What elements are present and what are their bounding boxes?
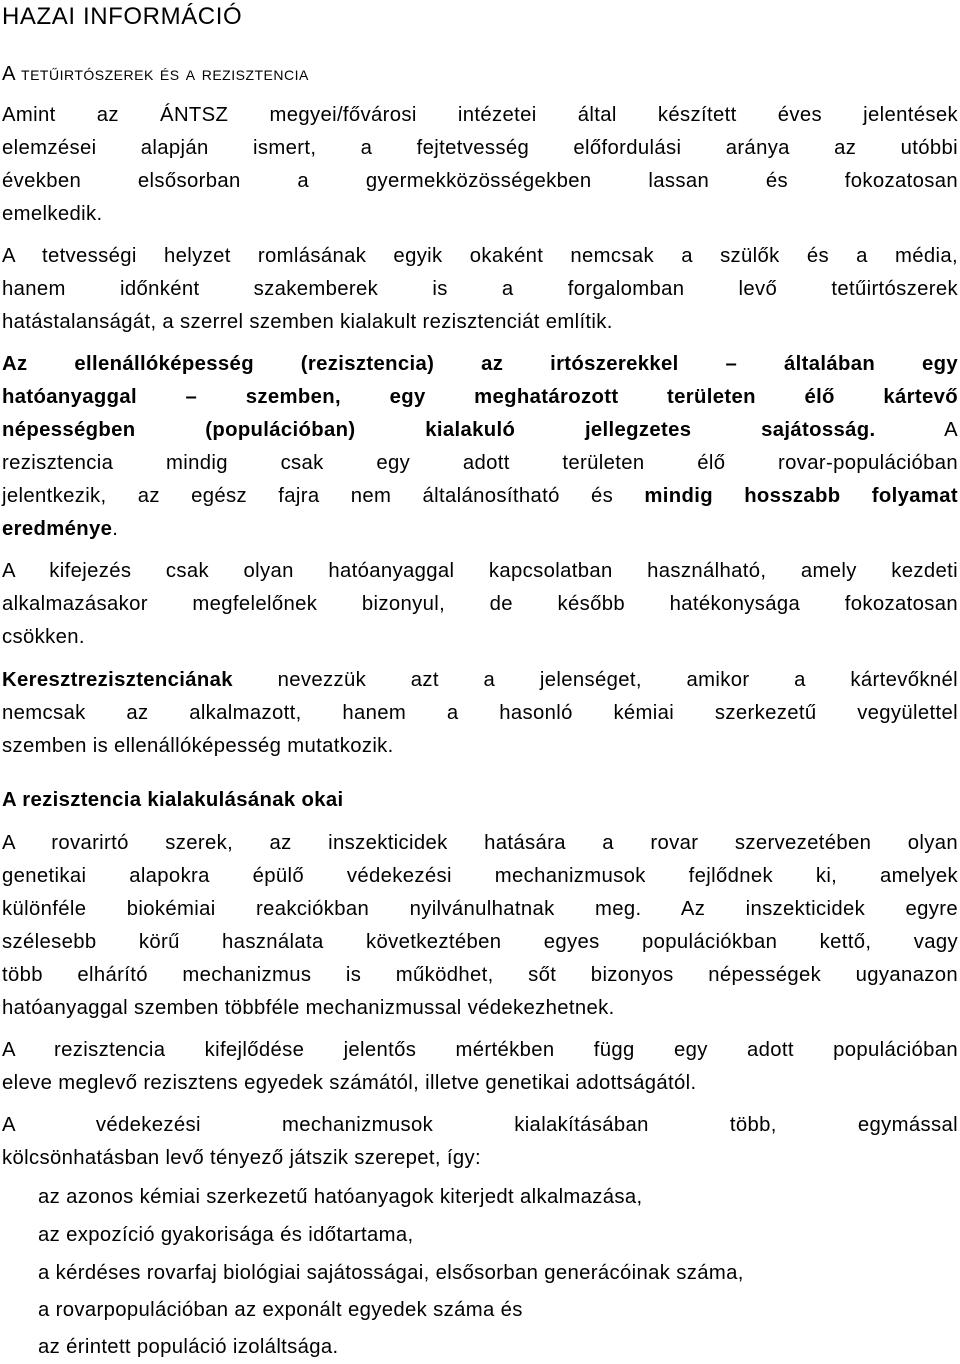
- paragraph-line: genetikai alapokra épülő védekezési mechanizmusok fejlődnek ki, amelyek: [2, 865, 958, 887]
- paragraph-line: emelkedik.: [2, 203, 103, 225]
- paragraph-line: években elsősorban a gyermekközösségekben lassan és fokozatosan: [2, 170, 958, 192]
- text-span: jelentkezik, az egész fajra nem általánosítható és: [2, 485, 645, 507]
- paragraph-line: kölcsönhatásban levő tényező játszik szerepet, így:: [2, 1147, 481, 1169]
- text-span: nevezzük azt a jelenséget, amikor a kártevőknél: [232, 669, 958, 691]
- paragraph-line: hatóanyaggal szemben többféle mechanizmussal védekezhetnek.: [2, 997, 615, 1019]
- paragraph-line: A védekezési mechanizmusok kialakításában több, egymással: [2, 1114, 958, 1136]
- paragraph-line: A kifejezés csak olyan hatóanyaggal kapcsolatban használható, amely kezdeti: [2, 560, 958, 582]
- bold-text: mindig hosszabb folyamat: [644, 485, 958, 507]
- list-item: az expozíció gyakorisága és időtartama,: [38, 1224, 414, 1246]
- paragraph-line: rezisztencia mindig csak egy adott területen élő rovar-populációban: [2, 452, 958, 474]
- section-heading: A rezisztencia kialakulásának okai: [2, 789, 344, 811]
- list-item: a kérdéses rovarfaj biológiai sajátosságai, elsősorban generácóinak száma,: [38, 1262, 744, 1284]
- paragraph-line: szélesebb körű használata következtében egyes populációkban kettő, vagy: [2, 931, 958, 953]
- paragraph-line: [2, 485, 958, 508]
- list-item: a rovarpopulációban az exponált egyedek száma és: [38, 1299, 523, 1321]
- paragraph-line: elemzései alapján ismert, a fejtetvesség előfordulási aránya az utóbbi: [2, 137, 958, 159]
- paragraph-line: szemben is ellenállóképesség mutatkozik.: [2, 735, 394, 757]
- paragraph-line: eleve meglevő rezisztens egyedek számától, illetve genetikai adottságától.: [2, 1072, 697, 1094]
- bold-term: Keresztrezisztenciának: [2, 669, 233, 691]
- paragraph-line: hanem időnként szakemberek is a forgalomban levő tetűirtószerek: [2, 278, 958, 300]
- paragraph-line: csökken.: [2, 626, 85, 648]
- list-item: az azonos kémiai szerkezetű hatóanyagok kiterjedt alkalmazása,: [38, 1186, 643, 1208]
- text-span: A: [875, 419, 958, 441]
- paragraph-line: A rezisztencia kifejlődése jelentős mértékben függ egy adott populációban: [2, 1039, 958, 1061]
- paragraph-line: különféle biokémiai reakciókban nyilvánulhatnak meg. Az inszekticidek egyre: [2, 898, 958, 920]
- list-item: az érintett populáció izoláltsága.: [38, 1336, 339, 1358]
- paragraph-line: hatóanyaggal – szemben, egy meghatározott területen élő kártevő: [2, 386, 958, 408]
- paragraph-line: hatástalanságát, a szerrel szemben kialakult rezisztenciát említik.: [2, 311, 613, 333]
- bold-text: eredménye: [2, 518, 113, 540]
- paragraph-line: [2, 669, 958, 692]
- paragraph-line: [2, 518, 118, 541]
- paragraph-line: nemcsak az alkalmazott, hanem a hasonló kémiai szerkezetű vegyülettel: [2, 702, 958, 724]
- paragraph-line: Az ellenállóképesség (rezisztencia) az irtószerekkel – általában egy: [2, 353, 958, 375]
- paragraph-line: [2, 419, 958, 442]
- paragraph-line: A tetvességi helyzet romlásának egyik okaként nemcsak a szülők és a média,: [2, 245, 958, 267]
- paragraph-line: Amint az ÁNTSZ megyei/fővárosi intézetei által készített éves jelentések: [2, 104, 958, 126]
- bold-text: népességben (populációban) kialakuló jellegzetes sajátosság.: [2, 419, 876, 441]
- paragraph-line: alkalmazásakor megfelelőnek bizonyul, de később hatékonysága fokozatosan: [2, 593, 958, 615]
- section-subtitle: A tetűirtószerek és a rezisztencia: [2, 63, 309, 85]
- text-span: .: [112, 518, 119, 540]
- paragraph-line: több elhárító mechanizmus is működhet, sőt bizonyos népességek ugyanazon: [2, 964, 958, 986]
- document-title: HAZAI INFORMÁCIÓ: [2, 3, 243, 30]
- paragraph-line: A rovarirtó szerek, az inszekticidek hatására a rovar szervezetében olyan: [2, 832, 958, 854]
